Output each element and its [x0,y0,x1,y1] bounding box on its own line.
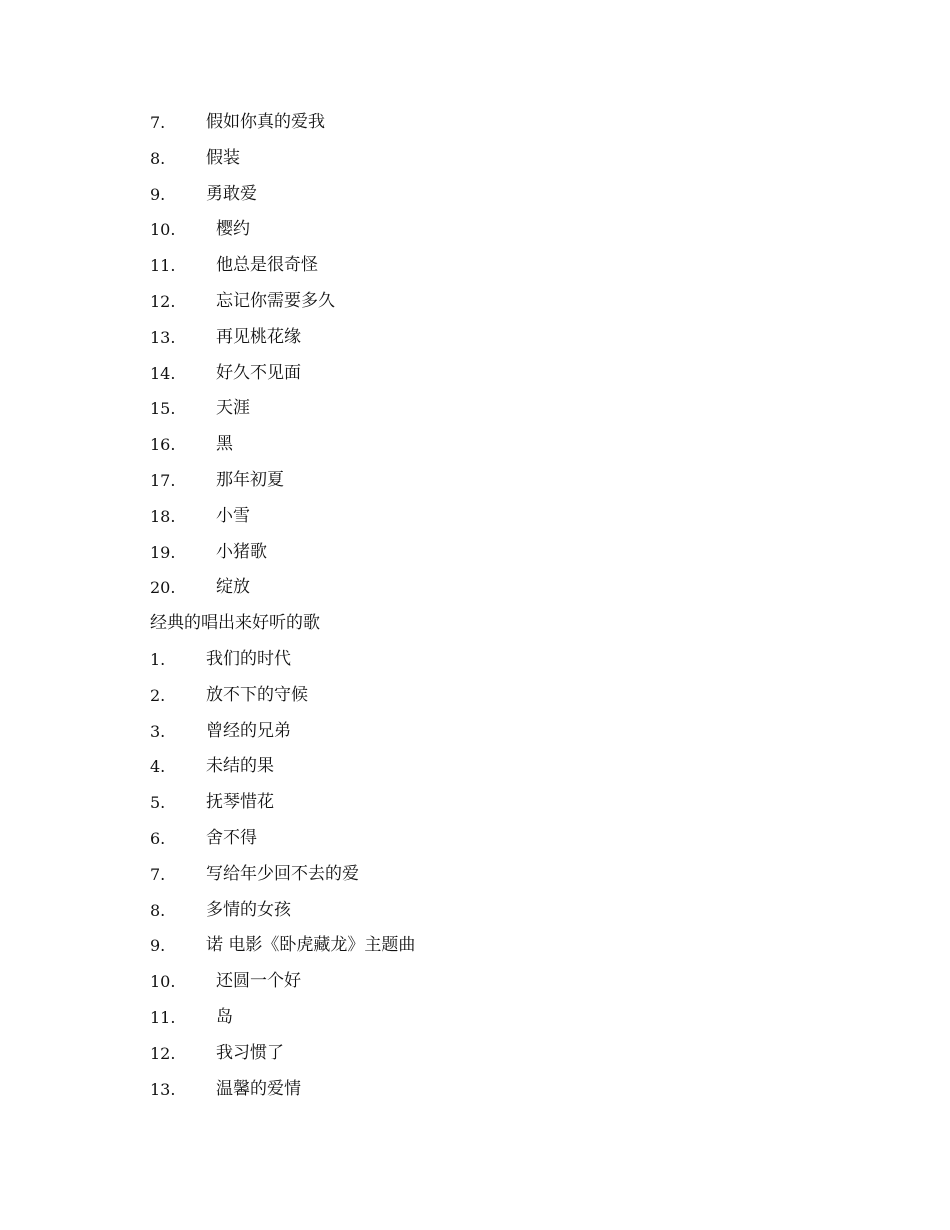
list-item [150,463,850,499]
list-item-number: 3. [150,721,166,741]
list-item-number: 1. [150,649,166,669]
song-title: 未结的果 [206,756,274,777]
list-item [150,785,850,821]
list-item-number: 16. [150,435,176,455]
list-item-number: 9. [150,184,166,204]
list-item-number: 10. [150,972,176,992]
song-title: 勇敢爱 [206,183,257,204]
list-item [150,320,850,356]
list-item [150,141,850,177]
list-item-number: 8. [150,148,166,168]
list-item [150,212,850,248]
section-heading: 经典的唱出来好听的歌 [150,613,320,634]
song-title: 他总是很奇怪 [216,255,318,276]
list-item-number: 6. [150,828,166,848]
list-item [150,857,850,893]
song-title: 忘记你需要多久 [216,290,335,311]
list-item [150,105,850,141]
list-item-number: 20. [150,578,176,598]
song-title: 岛 [216,1006,233,1027]
list-item-number: 12. [150,1043,176,1063]
list-item [150,356,850,392]
list-item [150,1072,850,1108]
list-item [150,678,850,714]
list-item-number: 7. [150,113,166,132]
song-title: 樱约 [216,219,250,240]
song-title: 放不下的守候 [206,684,308,705]
song-title: 小猪歌 [216,541,267,562]
list-item-number: 18. [150,506,176,526]
list-item-number: 17. [150,470,176,490]
list-item [150,893,850,929]
list-item-number: 9. [150,936,166,956]
list-item-number: 7. [150,864,166,884]
list-item [150,1000,850,1036]
list-item [150,535,850,571]
song-title: 假如你真的爱我 [206,112,325,132]
list-item [150,642,850,678]
song-title: 舍不得 [206,827,257,848]
song-title: 抚琴惜花 [206,792,274,813]
list-item-number: 11. [150,256,176,276]
list-item [150,964,850,1000]
list-item-number: 5. [150,793,166,813]
list-item-number: 10. [150,220,176,240]
song-title: 温馨的爱情 [216,1078,301,1099]
list-item-number: 8. [150,900,166,920]
song-title: 天涯 [216,398,250,419]
list-item [150,714,850,750]
list-item-number: 11. [150,1007,176,1027]
list-item [150,928,850,964]
song-title: 写给年少回不去的爱 [206,863,359,884]
list-item [150,391,850,427]
list-item [150,177,850,213]
list-item [150,749,850,785]
song-title: 诺 电影《卧虎藏龙》主题曲 [206,935,416,956]
list-item-number: 15. [150,399,176,419]
list-item [150,499,850,535]
song-title: 多情的女孩 [206,899,291,920]
song-title: 绽放 [216,577,250,598]
song-title: 假装 [206,147,240,168]
list-item-number: 2. [150,685,166,705]
list-item [150,248,850,284]
song-title: 小雪 [216,505,250,526]
song-title: 好久不见面 [216,362,301,383]
list-item [150,284,850,320]
list-item [150,821,850,857]
list-item-number: 19. [150,542,176,562]
song-title: 我习惯了 [216,1042,284,1063]
list-item-number: 14. [150,363,176,383]
list-item [150,427,850,463]
list-item-number: 13. [150,1079,176,1099]
song-title: 我们的时代 [206,648,291,669]
song-list-content [150,105,850,1107]
list-item-number: 4. [150,757,166,777]
song-title: 曾经的兄弟 [206,720,291,741]
song-title: 黑 [216,434,233,455]
list-item [150,570,850,606]
list-item-number: 13. [150,327,176,347]
song-title: 还圆一个好 [216,971,301,992]
list-item-number: 12. [150,291,176,311]
song-title: 再见桃花缘 [216,326,301,347]
list-item [150,1036,850,1072]
song-title: 那年初夏 [216,469,284,490]
